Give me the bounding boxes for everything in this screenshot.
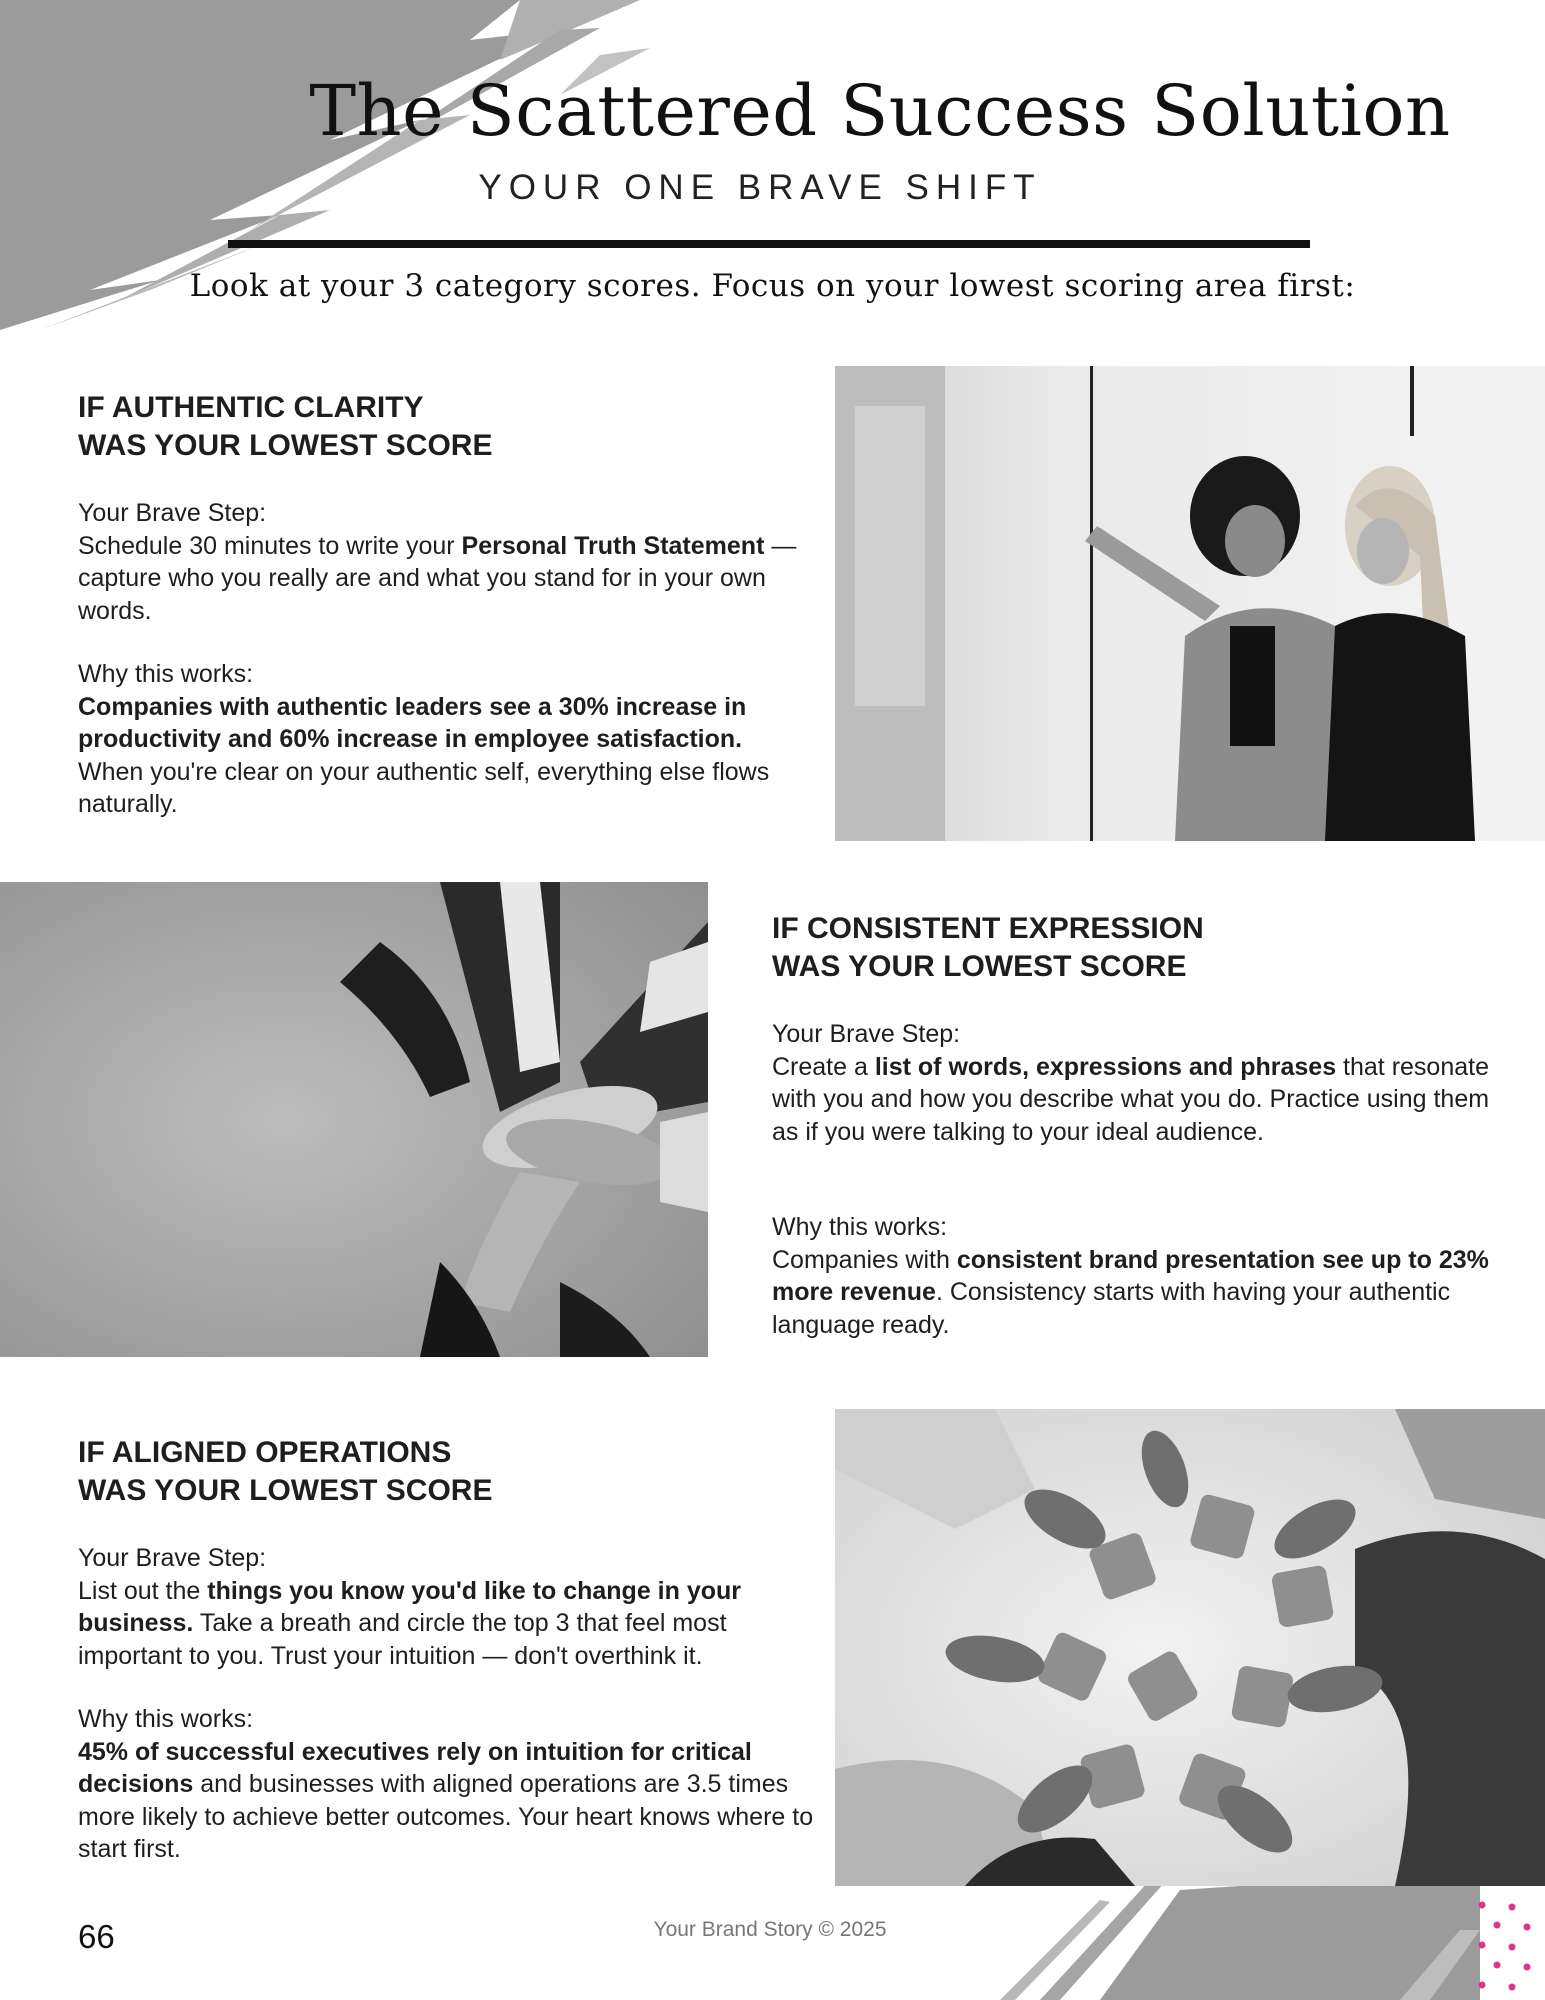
section-heading-line: WAS YOUR LOWEST SCORE [78, 1474, 493, 1507]
text-run: — capture who you really are and what you stand for in your own words. [78, 531, 797, 625]
emphasis-text: things you know you'd like to change in your business. [78, 1576, 742, 1637]
text-run: . Consistency starts with having your authentic language ready. [772, 1278, 1451, 1339]
page-title: The Scattered Success Solution [309, 70, 1451, 152]
title-divider [228, 240, 1310, 248]
photo-team-hands-stacked [0, 882, 708, 1357]
why-label: Why this works: [78, 1705, 254, 1733]
section-heading-line: IF AUTHENTIC CLARITY [78, 391, 424, 424]
brave-step-label: Your Brave Step: [78, 1544, 267, 1572]
text-run: Schedule 30 minutes to write your [78, 531, 462, 560]
section-heading-authentic-clarity [78, 389, 492, 465]
why-label: Why this works: [78, 660, 254, 688]
text-run: When you're clear on your authentic self, everything else flows naturally. [78, 757, 770, 818]
brave-step-label: Your Brave Step: [772, 1020, 961, 1048]
text-run: List out the [78, 1576, 208, 1605]
emphasis-text: 45% of successful executives rely on intuition for critical decisions [78, 1737, 752, 1798]
why-this-works-paragraph [772, 1211, 1502, 1341]
section-heading-aligned-operations [78, 1434, 492, 1510]
text-run: that resonate with you and how you describe what you do. Practice using them as if you were talking to your ideal audience. [772, 1052, 1490, 1146]
brave-step-paragraph [78, 1542, 808, 1672]
text-run: Companies with [772, 1245, 957, 1274]
footer-copyright: Your Brand Story © 2025 [653, 1918, 887, 1941]
why-this-works-paragraph [78, 1703, 818, 1866]
why-this-works-paragraph [78, 658, 808, 821]
section-heading-line: IF CONSISTENT EXPRESSION [772, 912, 1204, 945]
emphasis-text: Companies with authentic leaders see a 30% increase in productivity and 60% increase in employee satisfaction. [78, 692, 747, 753]
page-subtitle: YOUR ONE BRAVE SHIFT [478, 168, 1042, 207]
section-heading-line: WAS YOUR LOWEST SCORE [78, 429, 493, 462]
emphasis-text: list of words, expressions and phrases [874, 1052, 1337, 1081]
photo-hands-holding-puzzle-pieces [835, 1409, 1545, 1886]
section-heading-line: WAS YOUR LOWEST SCORE [772, 950, 1187, 983]
emphasis-text: consistent brand presentation see up to 23% more revenue [772, 1245, 1489, 1306]
photo-women-writing-on-glass-board [835, 366, 1545, 841]
pink-dot-pattern-decoration [1470, 1895, 1545, 2000]
emphasis-text: Personal Truth Statement [461, 531, 765, 560]
brave-step-label: Your Brave Step: [78, 499, 267, 527]
text-run: and businesses with aligned operations are 3.5 times more likely to achieve better outcomes. Your heart knows where to start first. [78, 1770, 814, 1863]
text-run: Create a [772, 1052, 875, 1081]
why-label: Why this works: [772, 1213, 948, 1241]
text-run: Take a breath and circle the top 3 that feel most important to you. Trust your intuition — don't overthink it. [78, 1609, 727, 1670]
brave-step-paragraph [78, 497, 798, 627]
section-heading-line: IF ALIGNED OPERATIONS [78, 1436, 452, 1469]
section-heading-consistent-expression [772, 910, 1204, 986]
brave-step-paragraph [772, 1018, 1492, 1148]
page-number: 66 [78, 1918, 115, 1955]
lead-instruction: Look at your 3 category scores. Focus on your lowest scoring area first: [189, 268, 1356, 304]
